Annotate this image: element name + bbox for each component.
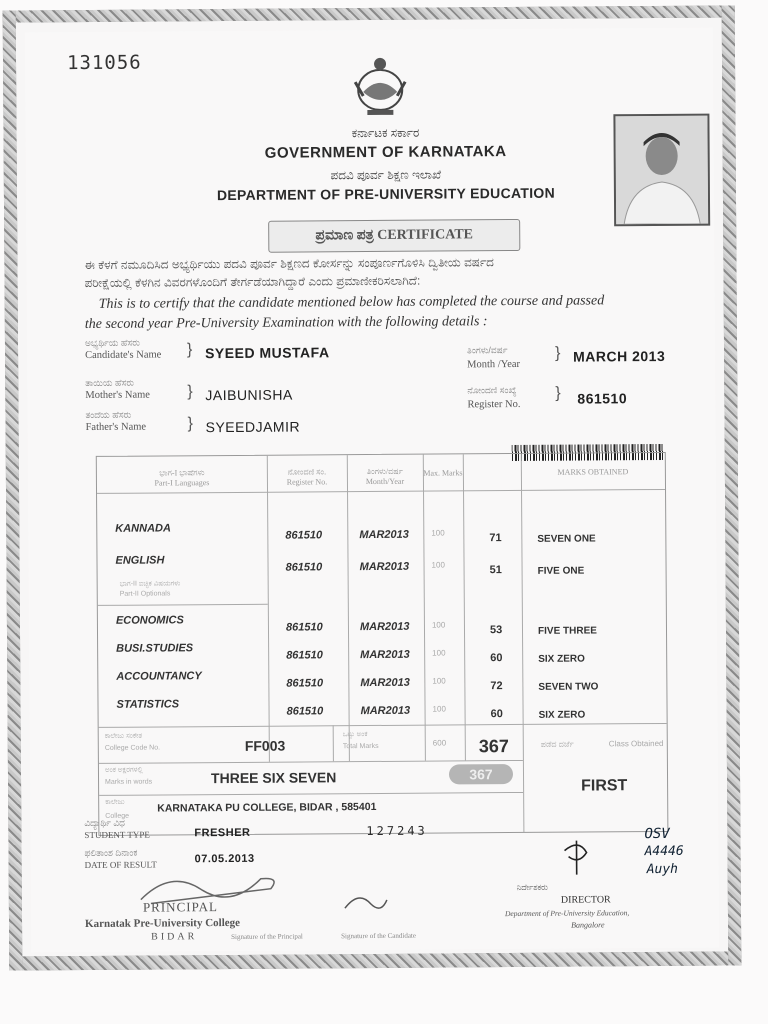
- header-subject: Part-I Languages: [154, 478, 210, 488]
- marks-cell: 51: [489, 564, 502, 577]
- subject-cell: BUSI.STUDIES: [116, 642, 194, 655]
- marks-cell: 71: [489, 532, 502, 545]
- total-max: 600: [432, 738, 447, 748]
- name-label-kannada: ಅಭ್ಯರ್ಥಿಯ ಹೆಸರು: [84, 337, 140, 349]
- name-label: Candidate's Name: [85, 349, 162, 361]
- date-label: DATE OF RESULT: [84, 859, 157, 871]
- state-emblem-icon: [345, 52, 415, 122]
- reg-cell: 861510: [286, 677, 324, 690]
- father-label: Father's Name: [85, 421, 147, 433]
- bracket-icon: }: [187, 415, 193, 433]
- month-cell: MAR2013: [360, 648, 410, 662]
- student-type: FRESHER: [194, 826, 251, 840]
- document-number: 127243: [366, 823, 428, 839]
- month-label: Month /Year: [467, 358, 521, 371]
- bracket-icon: }: [555, 344, 561, 362]
- decorative-border-left: [3, 10, 23, 970]
- college-name: KARNATAKA PU COLLEGE, BIDAR , 585401: [157, 800, 377, 815]
- principal-signature-label: Signature of the Principal: [231, 932, 303, 941]
- student-type-label: STUDENT TYPE: [84, 829, 150, 841]
- reg-cell: 861510: [285, 621, 323, 634]
- result-date: 07.05.2013: [194, 852, 255, 866]
- header-marks: MARKS OBTAINED: [557, 467, 629, 477]
- subject-cell: STATISTICS: [116, 698, 180, 711]
- father-label-kannada: ತಂದೆಯ ಹೆಸರು: [85, 409, 132, 420]
- college-code: FF003: [244, 737, 286, 754]
- reg-label: Register No.: [467, 398, 521, 411]
- certificate-title: ಪ್ರಮಾಣ ಪತ್ರ CERTIFICATE: [268, 219, 520, 253]
- handwritten-note-2: A4446: [644, 843, 684, 860]
- director-city: Bangalore: [571, 920, 605, 930]
- marks-cell: 60: [490, 708, 503, 721]
- total-stamp: 367: [449, 764, 513, 784]
- student-type-label-kannada: ವಿದ್ಯಾರ್ಥಿ ವಿಧ: [84, 817, 126, 829]
- mother-label: Mother's Name: [85, 389, 150, 401]
- subject-cell: ENGLISH: [115, 554, 165, 567]
- candidate-signature-label: Signature of the Candidate: [341, 931, 416, 941]
- certify-text-1: This is to certify that the candidate mentioned below has completed the course and passed: [98, 293, 605, 312]
- words-label: Marks in words: [105, 778, 153, 786]
- director-signature-icon: [556, 836, 596, 880]
- candidate-name: SYEED MUSTAFA: [204, 344, 330, 362]
- max-cell: 100: [432, 648, 446, 658]
- gov-title-kannada: ಕರ್ನಾಟಕ ಸರ್ಕಾರ: [351, 125, 420, 141]
- mother-label-kannada: ತಾಯಿಯ ಹೆಸರು: [85, 377, 135, 388]
- certify-text-kannada-1: ಈ ಕೆಳಗೆ ನಮೂದಿಸಿದ ಅಭ್ಯರ್ಥಿಯು ಪದವಿ ಪೂರ್ವ ಶಿಕ್ಷಣದ ಕೋರ್ಸನ್ನು ಸಂಪೂರ್ಣಗೊಳಿಸಿ ದ್ವಿತೀಯ ವರ್ಷದ: [84, 255, 494, 273]
- college-code-label: College Code No.: [104, 744, 161, 752]
- max-cell: 100: [432, 676, 446, 686]
- dept-title: DEPARTMENT OF PRE-UNIVERSITY EDUCATION: [216, 184, 556, 204]
- month-label-kannada: ತಿಂಗಳು/ವರ್ಷ: [467, 345, 508, 356]
- bracket-icon: }: [187, 383, 193, 401]
- month-cell: MAR2013: [360, 676, 410, 690]
- decorative-border-top: [3, 5, 735, 22]
- decorative-border-bottom: [9, 951, 741, 970]
- certificate-sheet: [3, 5, 742, 970]
- total-label-kannada: ಒಟ್ಟು ಅಂಕ: [342, 731, 368, 739]
- header-month: Month/Year: [365, 476, 405, 487]
- total-marks: 367: [478, 736, 509, 757]
- header-subject-kannada: ಭಾಗ-I ಭಾಷೆಗಳು: [159, 468, 205, 478]
- exam-month: MARCH 2013: [573, 347, 666, 365]
- header-max: Max. Marks: [423, 468, 463, 478]
- college-code-label-kannada: ಕಾಲೇಜು ಸಂಕೇತ: [104, 732, 143, 740]
- reg-cell: 861510: [285, 561, 323, 574]
- words-cell: SIX ZERO: [538, 653, 585, 665]
- college-seal-text: Karnatak Pre-University College: [84, 916, 241, 931]
- part2-label: Part-II Optionals: [119, 590, 171, 598]
- certify-text-kannada-2: ಪರೀಕ್ಷೆಯಲ್ಲಿ ಕೆಳಗಿನ ವಿವರಗಳೊಂದಿಗೆ ತೇರ್ಗಡೆಯಾಗಿದ್ದಾರೆ ಎಂದು ಪ್ರಮಾಣೀಕರಿಸಲಾಗಿದೆ:: [84, 273, 421, 291]
- bracket-icon: }: [555, 384, 561, 402]
- person-photo-icon: [615, 116, 708, 225]
- class-obtained: FIRST: [581, 777, 628, 795]
- college-seal-city: BIDAR: [151, 931, 198, 943]
- subject-cell: ACCOUNTANCY: [116, 670, 202, 683]
- words-cell: FIVE THREE: [537, 625, 597, 637]
- reg-cell: 861510: [286, 705, 324, 718]
- dept-title-kannada: ಪದವಿ ಪೂರ್ವ ಶಿಕ್ಷಣ ಇಲಾಖೆ: [330, 167, 442, 183]
- mother-name: JAIBUNISHA: [205, 386, 293, 404]
- handwritten-note-1: OSV: [644, 825, 670, 843]
- header-month-kannada: ತಿಂಗಳು/ವರ್ಷ: [366, 466, 403, 477]
- words-cell: SIX ZERO: [538, 709, 586, 721]
- college-label-kannada: ಕಾಲೇಜು: [105, 798, 125, 806]
- subject-cell: KANNADA: [115, 522, 171, 535]
- words-cell: SEVEN TWO: [538, 681, 599, 693]
- header-reg: Register No.: [286, 477, 328, 487]
- reg-cell: 861510: [285, 529, 323, 542]
- reg-cell: 861510: [286, 649, 323, 662]
- month-cell: MAR2013: [360, 704, 411, 718]
- director-label: DIRECTOR: [560, 894, 611, 906]
- marks-cell: 60: [490, 652, 503, 665]
- candidate-signature-icon: [341, 888, 391, 918]
- month-cell: MAR2013: [359, 528, 409, 542]
- total-label: Total Marks: [342, 742, 379, 751]
- director-label-kannada: ನಿರ್ದೇಶಕರು: [516, 882, 548, 892]
- marks-cell: 72: [490, 680, 503, 693]
- date-label-kannada: ಫಲಿತಾಂಶ ದಿನಾಂಕ: [84, 847, 138, 859]
- class-label: Class Obtained: [608, 738, 664, 749]
- certify-text-2: the second year Pre-University Examination with the following details :: [84, 314, 488, 333]
- class-label-kannada: ಪಡೆದ ದರ್ಜೆ: [540, 739, 574, 749]
- certificate-body: [25, 28, 719, 953]
- max-cell: 100: [431, 560, 445, 570]
- candidate-photo: [613, 114, 710, 227]
- marks-cell: 53: [489, 624, 503, 637]
- max-cell: 100: [431, 620, 446, 630]
- gov-title: GOVERNMENT OF KARNATAKA: [264, 143, 507, 162]
- month-cell: MAR2013: [359, 620, 410, 634]
- part2-label-kannada: ಭಾಗ-II ಐಚ್ಛಿಕ ವಿಷಯಗಳು: [119, 580, 181, 588]
- header-reg-kannada: ನೋಂದಣಿ ಸಂ.: [287, 467, 327, 477]
- max-cell: 100: [431, 528, 445, 538]
- principal-label: PRINCIPAL: [142, 899, 218, 915]
- register-number: 861510: [577, 390, 628, 407]
- bracket-icon: }: [186, 341, 193, 359]
- director-dept: Department of Pre-University Education,: [504, 908, 630, 919]
- words-cell: FIVE ONE: [537, 565, 585, 577]
- words-cell: SEVEN ONE: [537, 533, 596, 545]
- month-cell: MAR2013: [359, 560, 410, 574]
- total-words: THREE SIX SEVEN: [210, 769, 337, 787]
- reg-label-kannada: ನೋಂದಣಿ ಸಂಖ್ಯೆ: [467, 384, 517, 396]
- subject-cell: ECONOMICS: [115, 614, 184, 627]
- words-label-kannada: ಅಂಕ ಅಕ್ಷರಗಳಲ್ಲಿ: [104, 766, 143, 774]
- max-cell: 100: [432, 704, 446, 714]
- father-name: SYEEDJAMIR: [205, 418, 301, 436]
- decorative-border-right: [722, 5, 742, 965]
- serial-number: 131056: [66, 51, 142, 75]
- handwritten-note-3: Auyh: [646, 861, 679, 878]
- college-label: College: [105, 812, 130, 820]
